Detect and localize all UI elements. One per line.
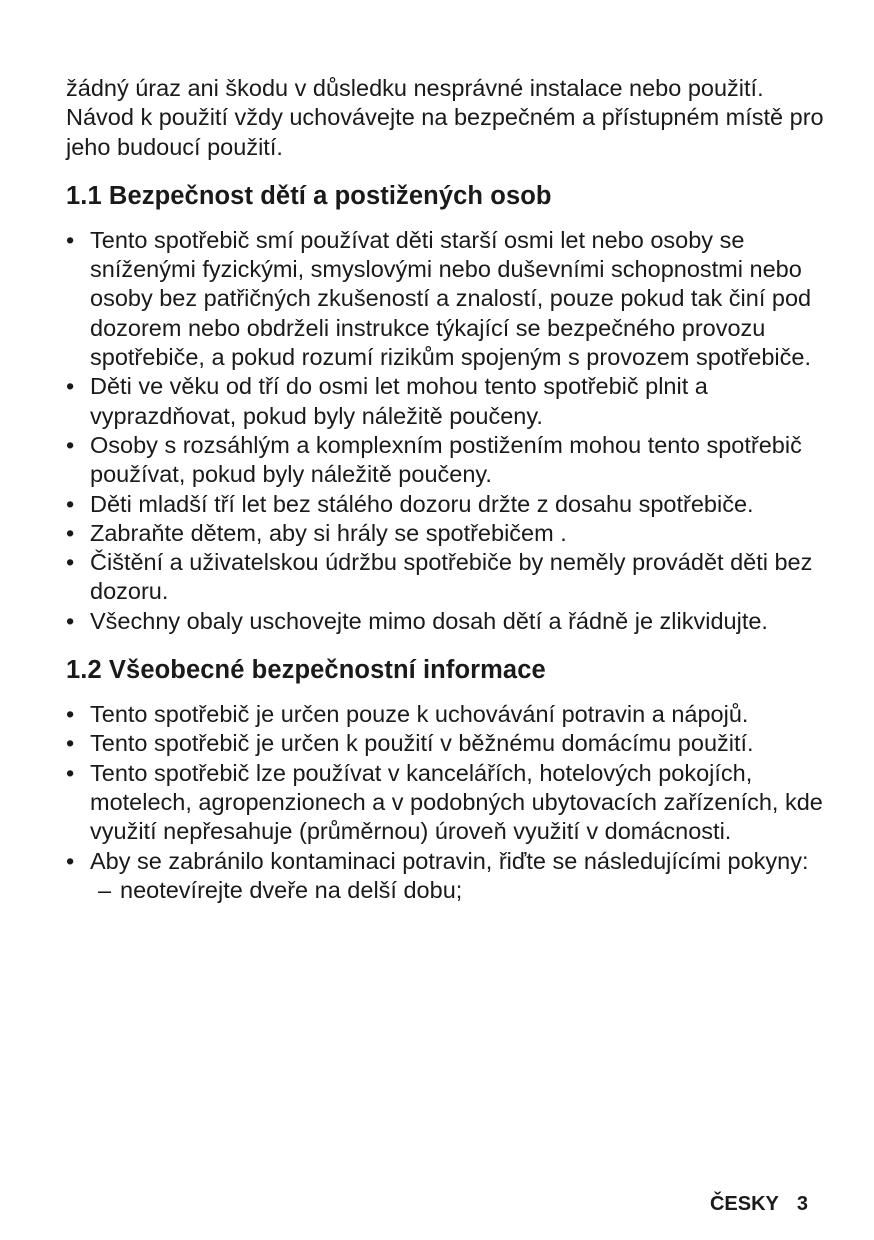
list-item-text: Všechny obaly uschovejte mimo dosah dětí a řádně je zlikvidujte. (90, 607, 768, 634)
list-item-text: Tento spotřebič je určen pouze k uchovávání potravin a nápojů. (90, 701, 749, 728)
list-item (66, 519, 826, 548)
bullet-icon: • (66, 847, 75, 874)
bullet-icon: • (66, 373, 75, 400)
dash-icon: – (98, 876, 112, 903)
list-item (66, 548, 826, 607)
list-item (66, 431, 826, 490)
bullet-icon: • (66, 730, 75, 757)
list-item (66, 372, 826, 431)
document-page (66, 74, 826, 905)
list-item-text: Děti mladší tří let bez stálého dozoru držte z dosahu spotřebiče. (90, 490, 754, 517)
list-item (66, 226, 826, 372)
list-item-text: Čištění a uživatelskou údržbu spotřebiče by neměly provádět děti bez dozoru. (90, 549, 813, 605)
bullet-icon: • (66, 519, 75, 546)
bullet-list-child-safety (66, 226, 826, 636)
page-number: 3 (796, 1193, 808, 1215)
section-heading-general-safety: 1.2 Všeobecné bezpečnostní informace (66, 656, 546, 685)
bullet-icon: • (66, 701, 75, 728)
bullet-icon: • (66, 549, 75, 576)
list-item (66, 847, 826, 876)
list-item-text: Aby se zabránilo kontaminaci potravin, řiďte se následujícími pokyny: (90, 847, 809, 874)
list-item-text: Zabraňte dětem, aby si hrály se spotřebičem . (90, 519, 567, 546)
page-footer (710, 1192, 808, 1216)
dash-sublist (66, 876, 826, 905)
bullet-icon: • (66, 490, 75, 517)
list-item-text: Osoby s rozsáhlým a komplexním postižením mohou tento spotřebič používat, pokud byly náležitě poučeny. (90, 431, 802, 488)
sublist-item (66, 876, 826, 905)
bullet-icon: • (66, 607, 75, 634)
list-item (66, 759, 826, 847)
sublist-item-text: neotevírejte dveře na delší dobu; (120, 876, 463, 903)
list-item-text: Tento spotřebič je určen k použití v běžnému domácímu použití. (90, 730, 754, 757)
list-item-text: Děti ve věku od tří do osmi let mohou tento spotřebič plnit a vyprazdňovat, pokud byly náležitě poučeny. (90, 373, 708, 429)
list-item-text: Tento spotřebič lze používat v kancelářích, hotelových pokojích, motelech, agropenzionech a v podobných ubytovacích zařízeních, kde využití nepřesahuje (průměrnou) úroveň využití v domácnosti. (90, 759, 823, 845)
intro-paragraph: žádný úraz ani škodu v důsledku nesprávné instalace nebo použití. Návod k použití vždy uchovávejte na bezpečném a přístupném místě pro jeho budoucí použití. (66, 75, 824, 160)
bullet-list-general-safety (66, 700, 826, 876)
list-item (66, 729, 826, 758)
section-heading-child-safety: 1.1 Bezpečnost dětí a postižených osob (66, 181, 552, 210)
list-item (66, 700, 826, 729)
bullet-icon: • (66, 431, 75, 458)
language-label: ČESKY (709, 1193, 779, 1215)
list-item-text: Tento spotřebič smí používat děti starší osmi let nebo osoby se sníženými fyzickými, smyslovými nebo duševními schopnostmi nebo osoby bez patřičných zkušeností a znalostí, pouze pokud tak činí pod dozorem nebo obdrželi instrukce týkající se bezpečného provozu spotřebiče, a pokud rozumí rizikům spojeným s provozem spotřebiče. (90, 226, 812, 371)
list-item (66, 607, 826, 636)
bullet-icon: • (66, 226, 75, 253)
bullet-icon: • (66, 759, 75, 786)
list-item (66, 490, 826, 519)
